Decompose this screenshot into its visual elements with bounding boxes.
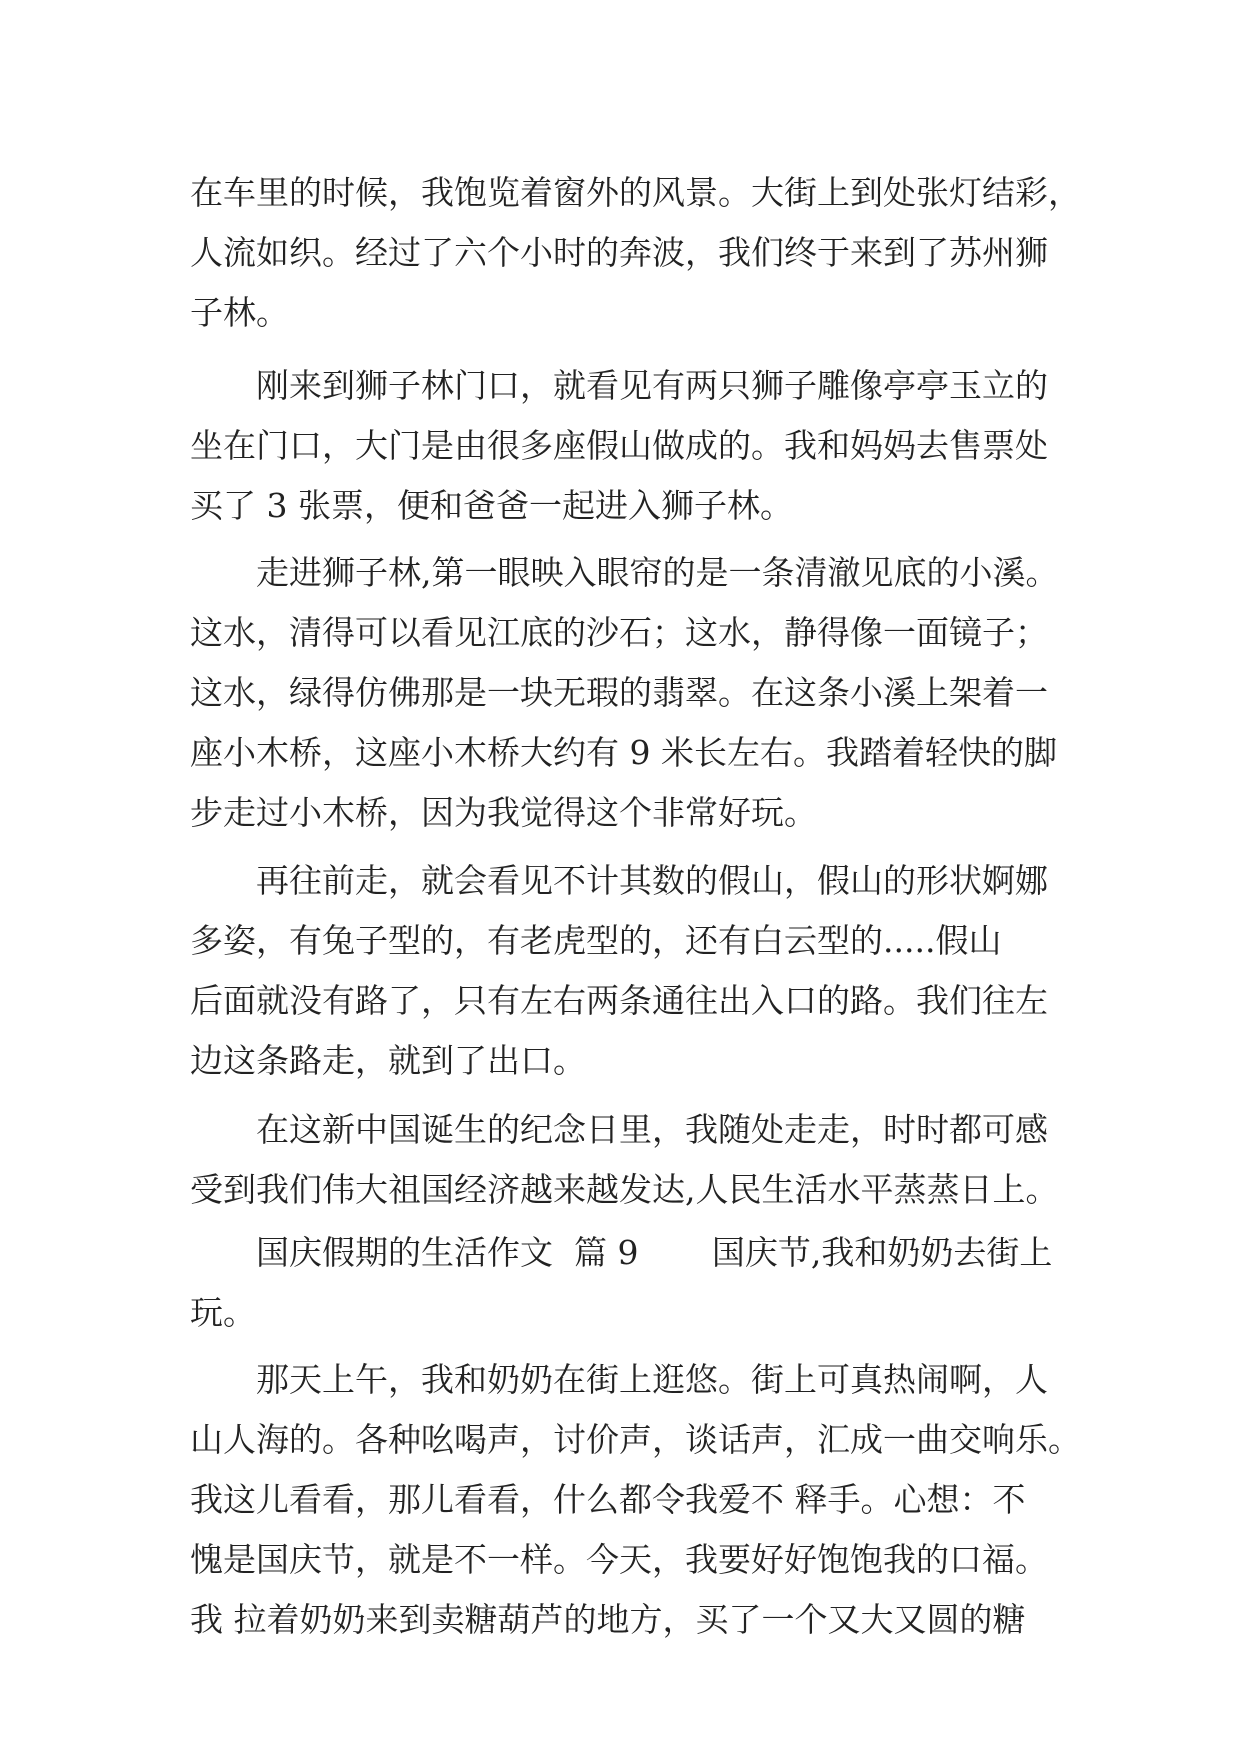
paragraph-start-line: 刚来到狮子林门口，就看见有两只狮子雕像亭亭玉立的: [256, 366, 1048, 405]
text-line: 边这条路走，就到了出口。: [190, 1041, 586, 1080]
text-line: 在车里的时候，我饱览着窗外的风景。大街上到处张灯结彩，: [190, 173, 1081, 212]
text-line: 坐在门口，大门是由很多座假山做成的。我和妈妈去售票处: [190, 426, 1048, 465]
paragraph-start-line: 再往前走，就会看见不计其数的假山，假山的形状婀娜: [256, 861, 1048, 900]
text-line: 买了 3 张票，便和爸爸一起进入狮子林。: [190, 486, 793, 525]
paragraph-start-line: 那天上午，我和奶奶在街上逛悠。街上可真热闹啊，人: [256, 1360, 1048, 1399]
text-line: 步走过小木桥，因为我觉得这个非常好玩。: [190, 793, 817, 832]
text-line: 座小木桥，这座小木桥大约有 9 米长左右。我踏着轻快的脚: [190, 733, 1057, 772]
text-line: 这水，绿得仿佛那是一块无瑕的翡翠。在这条小溪上架着一: [190, 673, 1048, 712]
text-line: 这水，清得可以看见江底的沙石；这水，静得像一面镜子；: [190, 613, 1048, 652]
section-heading-line: 国庆假期的生活作文 篇 9 国庆节,我和奶奶去街上: [256, 1233, 1053, 1272]
text-line: 人流如织。经过了六个小时的奔波，我们终于来到了苏州狮: [190, 233, 1048, 272]
text-line: 多姿，有兔子型的，有老虎型的，还有白云型的.....假山: [190, 921, 1002, 960]
text-line: 我这儿看看，那儿看看，什么都令我爱不 释手。心想：不: [190, 1480, 1026, 1519]
text-line: 山人海的。各种吆喝声，讨价声，谈话声，汇成一曲交响乐。: [190, 1420, 1081, 1459]
paragraph-start-line: 走进狮子林,第一眼映入眼帘的是一条清澈见底的小溪。: [256, 553, 1059, 592]
text-line: 子林。: [190, 293, 289, 332]
text-line: 后面就没有路了，只有左右两条通往出入口的路。我们往左: [190, 981, 1048, 1020]
text-line: 愧是国庆节，就是不一样。今天，我要好好饱饱我的口福。: [190, 1540, 1048, 1579]
text-line: 玩。: [190, 1293, 256, 1332]
paragraph-start-line: 在这新中国诞生的纪念日里，我随处走走，时时都可感: [256, 1110, 1048, 1149]
text-line: 我 拉着奶奶来到卖糖葫芦的地方，买了一个又大又圆的糖: [190, 1600, 1026, 1639]
text-line: 受到我们伟大祖国经济越来越发达,人民生活水平蒸蒸日上。: [190, 1170, 1059, 1209]
